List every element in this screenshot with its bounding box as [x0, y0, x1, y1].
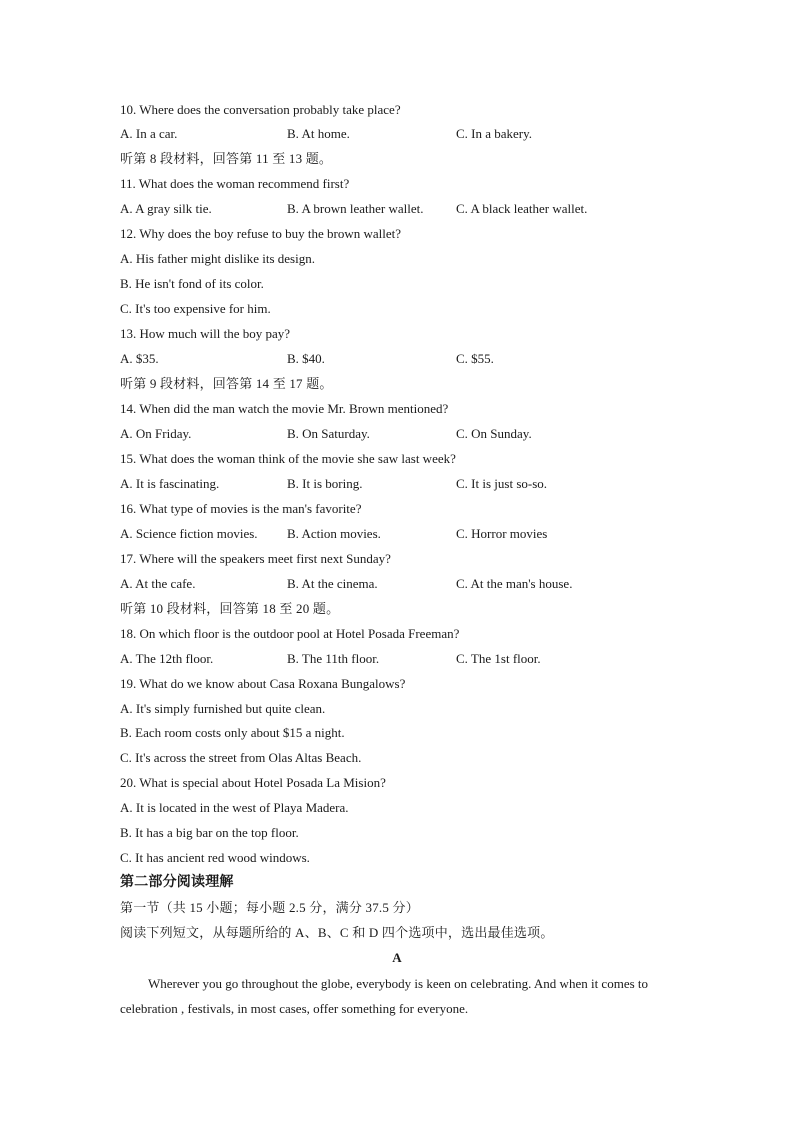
option-c: C. Horror movies	[456, 526, 548, 541]
question-20-option-c: C. It has ancient red wood windows.	[120, 850, 310, 865]
option-c: C. The 1st floor.	[456, 651, 541, 666]
question-19-option-a: A. It's simply furnished but quite clean.	[120, 701, 326, 716]
option-a: A. On Friday.	[120, 426, 192, 441]
question-17: 17. Where will the speakers meet first next Sunday?	[120, 551, 391, 566]
question-18: 18. On which floor is the outdoor pool at Hotel Posada Freeman?	[120, 626, 460, 641]
question-14: 14. When did the man watch the movie Mr. Brown mentioned?	[120, 401, 449, 416]
option-a: A. In a car.	[120, 126, 178, 141]
question-10: 10. Where does the conversation probably take place?	[120, 102, 401, 117]
section-title: 第一节（共 15 小题；每小题 2.5 分，满分 37.5 分）	[120, 900, 419, 915]
question-12-option-b: B. He isn't fond of its color.	[120, 276, 264, 291]
option-a: A. $35.	[120, 351, 159, 366]
option-b: B. The 11th floor.	[287, 651, 380, 666]
option-a: A. It is fascinating.	[120, 476, 220, 491]
question-19-option-c: C. It's across the street from Olas Altas Beach.	[120, 750, 362, 765]
question-12: 12. Why does the boy refuse to buy the brown wallet?	[120, 226, 401, 241]
part-title: 第二部分阅读理解	[120, 875, 234, 890]
option-c: C. In a bakery.	[456, 126, 533, 141]
section-8-instruction: 听第 8 段材料，回答第 11 至 13 题。	[120, 151, 333, 166]
section-10-instruction: 听第 10 段材料，回答第 18 至 20 题。	[120, 601, 340, 616]
passage-paragraph: Wherever you go throughout the globe, everybody is keen on celebrating. And when it comes to celebration , festivals, in most cases, offer something for everyone.	[120, 976, 649, 1016]
question-11: 11. What does the woman recommend first?	[120, 176, 350, 191]
option-b: B. On Saturday.	[287, 426, 370, 441]
option-b: B. A brown leather wallet.	[287, 201, 424, 216]
option-b: B. At home.	[287, 126, 350, 141]
question-12-option-a: A. His father might dislike its design.	[120, 251, 315, 266]
option-b: B. Action movies.	[287, 526, 381, 541]
option-c: C. It is just so-so.	[456, 476, 548, 491]
option-b: B. $40.	[287, 351, 325, 366]
option-a: A. The 12th floor.	[120, 651, 214, 666]
option-c: C. On Sunday.	[456, 426, 532, 441]
question-19: 19. What do we know about Casa Roxana Bungalows?	[120, 676, 406, 691]
question-20: 20. What is special about Hotel Posada La Mision?	[120, 775, 386, 790]
option-a: A. A gray silk tie.	[120, 201, 212, 216]
reading-instruction: 阅读下列短文，从每题所给的 A、B、C 和 D 四个选项中，选出最佳选项。	[120, 925, 554, 940]
question-15: 15. What does the woman think of the movie she saw last week?	[120, 451, 456, 466]
passage-label: A	[392, 950, 402, 965]
question-12-option-c: C. It's too expensive for him.	[120, 301, 271, 316]
option-b: B. It is boring.	[287, 476, 363, 491]
question-13: 13. How much will the boy pay?	[120, 326, 291, 341]
option-c: C. $55.	[456, 351, 494, 366]
option-b: B. At the cinema.	[287, 576, 378, 591]
question-19-option-b: B. Each room costs only about $15 a night.	[120, 725, 345, 740]
question-20-option-b: B. It has a big bar on the top floor.	[120, 825, 299, 840]
option-a: A. Science fiction movies.	[120, 526, 258, 541]
option-c: C. At the man's house.	[456, 576, 573, 591]
option-a: A. At the cafe.	[120, 576, 196, 591]
question-16: 16. What type of movies is the man's favorite?	[120, 501, 362, 516]
question-20-option-a: A. It is located in the west of Playa Madera.	[120, 800, 349, 815]
section-9-instruction: 听第 9 段材料，回答第 14 至 17 题。	[120, 376, 333, 391]
option-c: C. A black leather wallet.	[456, 201, 588, 216]
